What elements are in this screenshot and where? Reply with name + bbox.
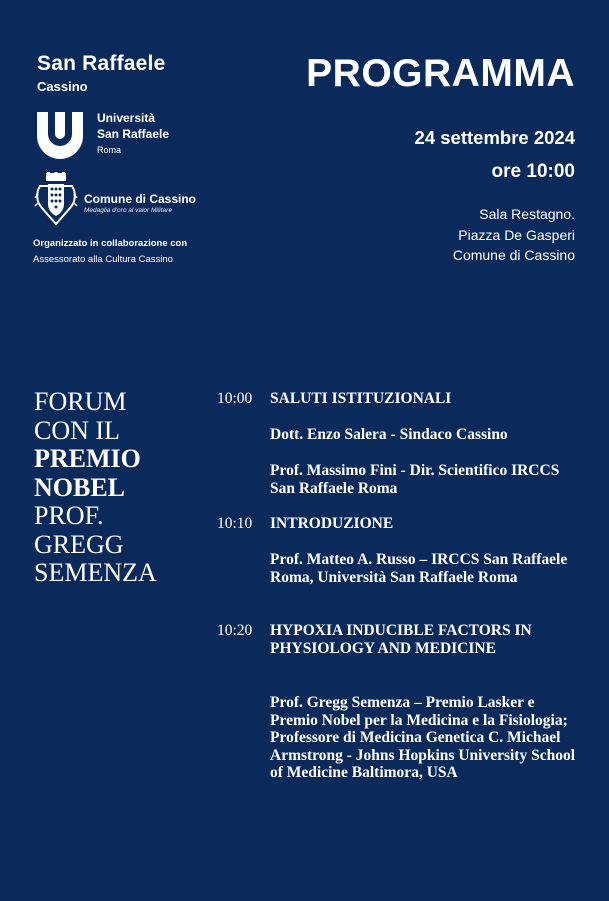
session-title: INTRODUZIONE (270, 515, 394, 532)
university-name-line2: San Raffaele (97, 127, 170, 141)
organized-line1: Organizzato in collaborazione con (33, 238, 188, 249)
forum-line: PREMIO (34, 444, 141, 473)
university-name-line3: Roma (97, 145, 122, 155)
program-title: PROGRAMMA (306, 52, 575, 95)
university-name-line1: Università (97, 111, 156, 125)
organized-line2: Assessorato alla Cultura Cassino (33, 254, 173, 265)
venue-line1: Sala Restagno. (479, 206, 575, 222)
session-time: 10:00 (217, 390, 253, 407)
brand-city: Cassino (37, 79, 88, 94)
session-speaker: Dott. Enzo Salera - Sindaco Cassino (270, 426, 508, 443)
comune-crest-icon (34, 172, 78, 226)
session-speaker: Prof. Matteo A. Russo – IRCCS San Raffaele Roma, Università San Raffaele Roma (270, 551, 568, 586)
session-time: 10:20 (217, 622, 253, 639)
comune-name: Comune di Cassino (84, 192, 197, 206)
session-speaker: Prof. Massimo Fini - Dir. Scientifico IRCCS San Raffaele Roma (270, 462, 560, 497)
event-time: ore 10:00 (491, 161, 575, 182)
forum-line: GREGG (34, 529, 124, 559)
forum-line: PROF. (34, 501, 104, 530)
session-title: SALUTI ISTITUZIONALI (270, 390, 452, 407)
forum-line: CON IL (34, 415, 120, 445)
university-logo-icon (35, 110, 85, 160)
venue-line3: Comune di Cassino (452, 247, 575, 263)
forum-title (34, 388, 204, 588)
session-speaker: Prof. Gregg Semenza – Premio Lasker e Premio Nobel per la Medicina e la Fisiologia; Professore di Medicina Genetica C. Michael Armstrong - Johns Hopkins University School of Medicine Baltimora, USA (270, 694, 576, 781)
forum-line: FORUM (34, 387, 127, 416)
forum-line: NOBEL (34, 472, 126, 502)
forum-line: SEMENZA (34, 558, 157, 587)
comune-subtitle: Medaglia d'oro al valor Militare (84, 207, 172, 214)
venue-line2: Piazza De Gasperi (458, 227, 575, 243)
session-time: 10:10 (217, 515, 253, 532)
brand-name: San Raffaele (37, 52, 166, 75)
event-date: 24 settembre 2024 (414, 127, 575, 148)
session-title: HYPOXIA INDUCIBLE FACTORS IN PHYSIOLOGY AND MEDICINE (270, 622, 532, 657)
